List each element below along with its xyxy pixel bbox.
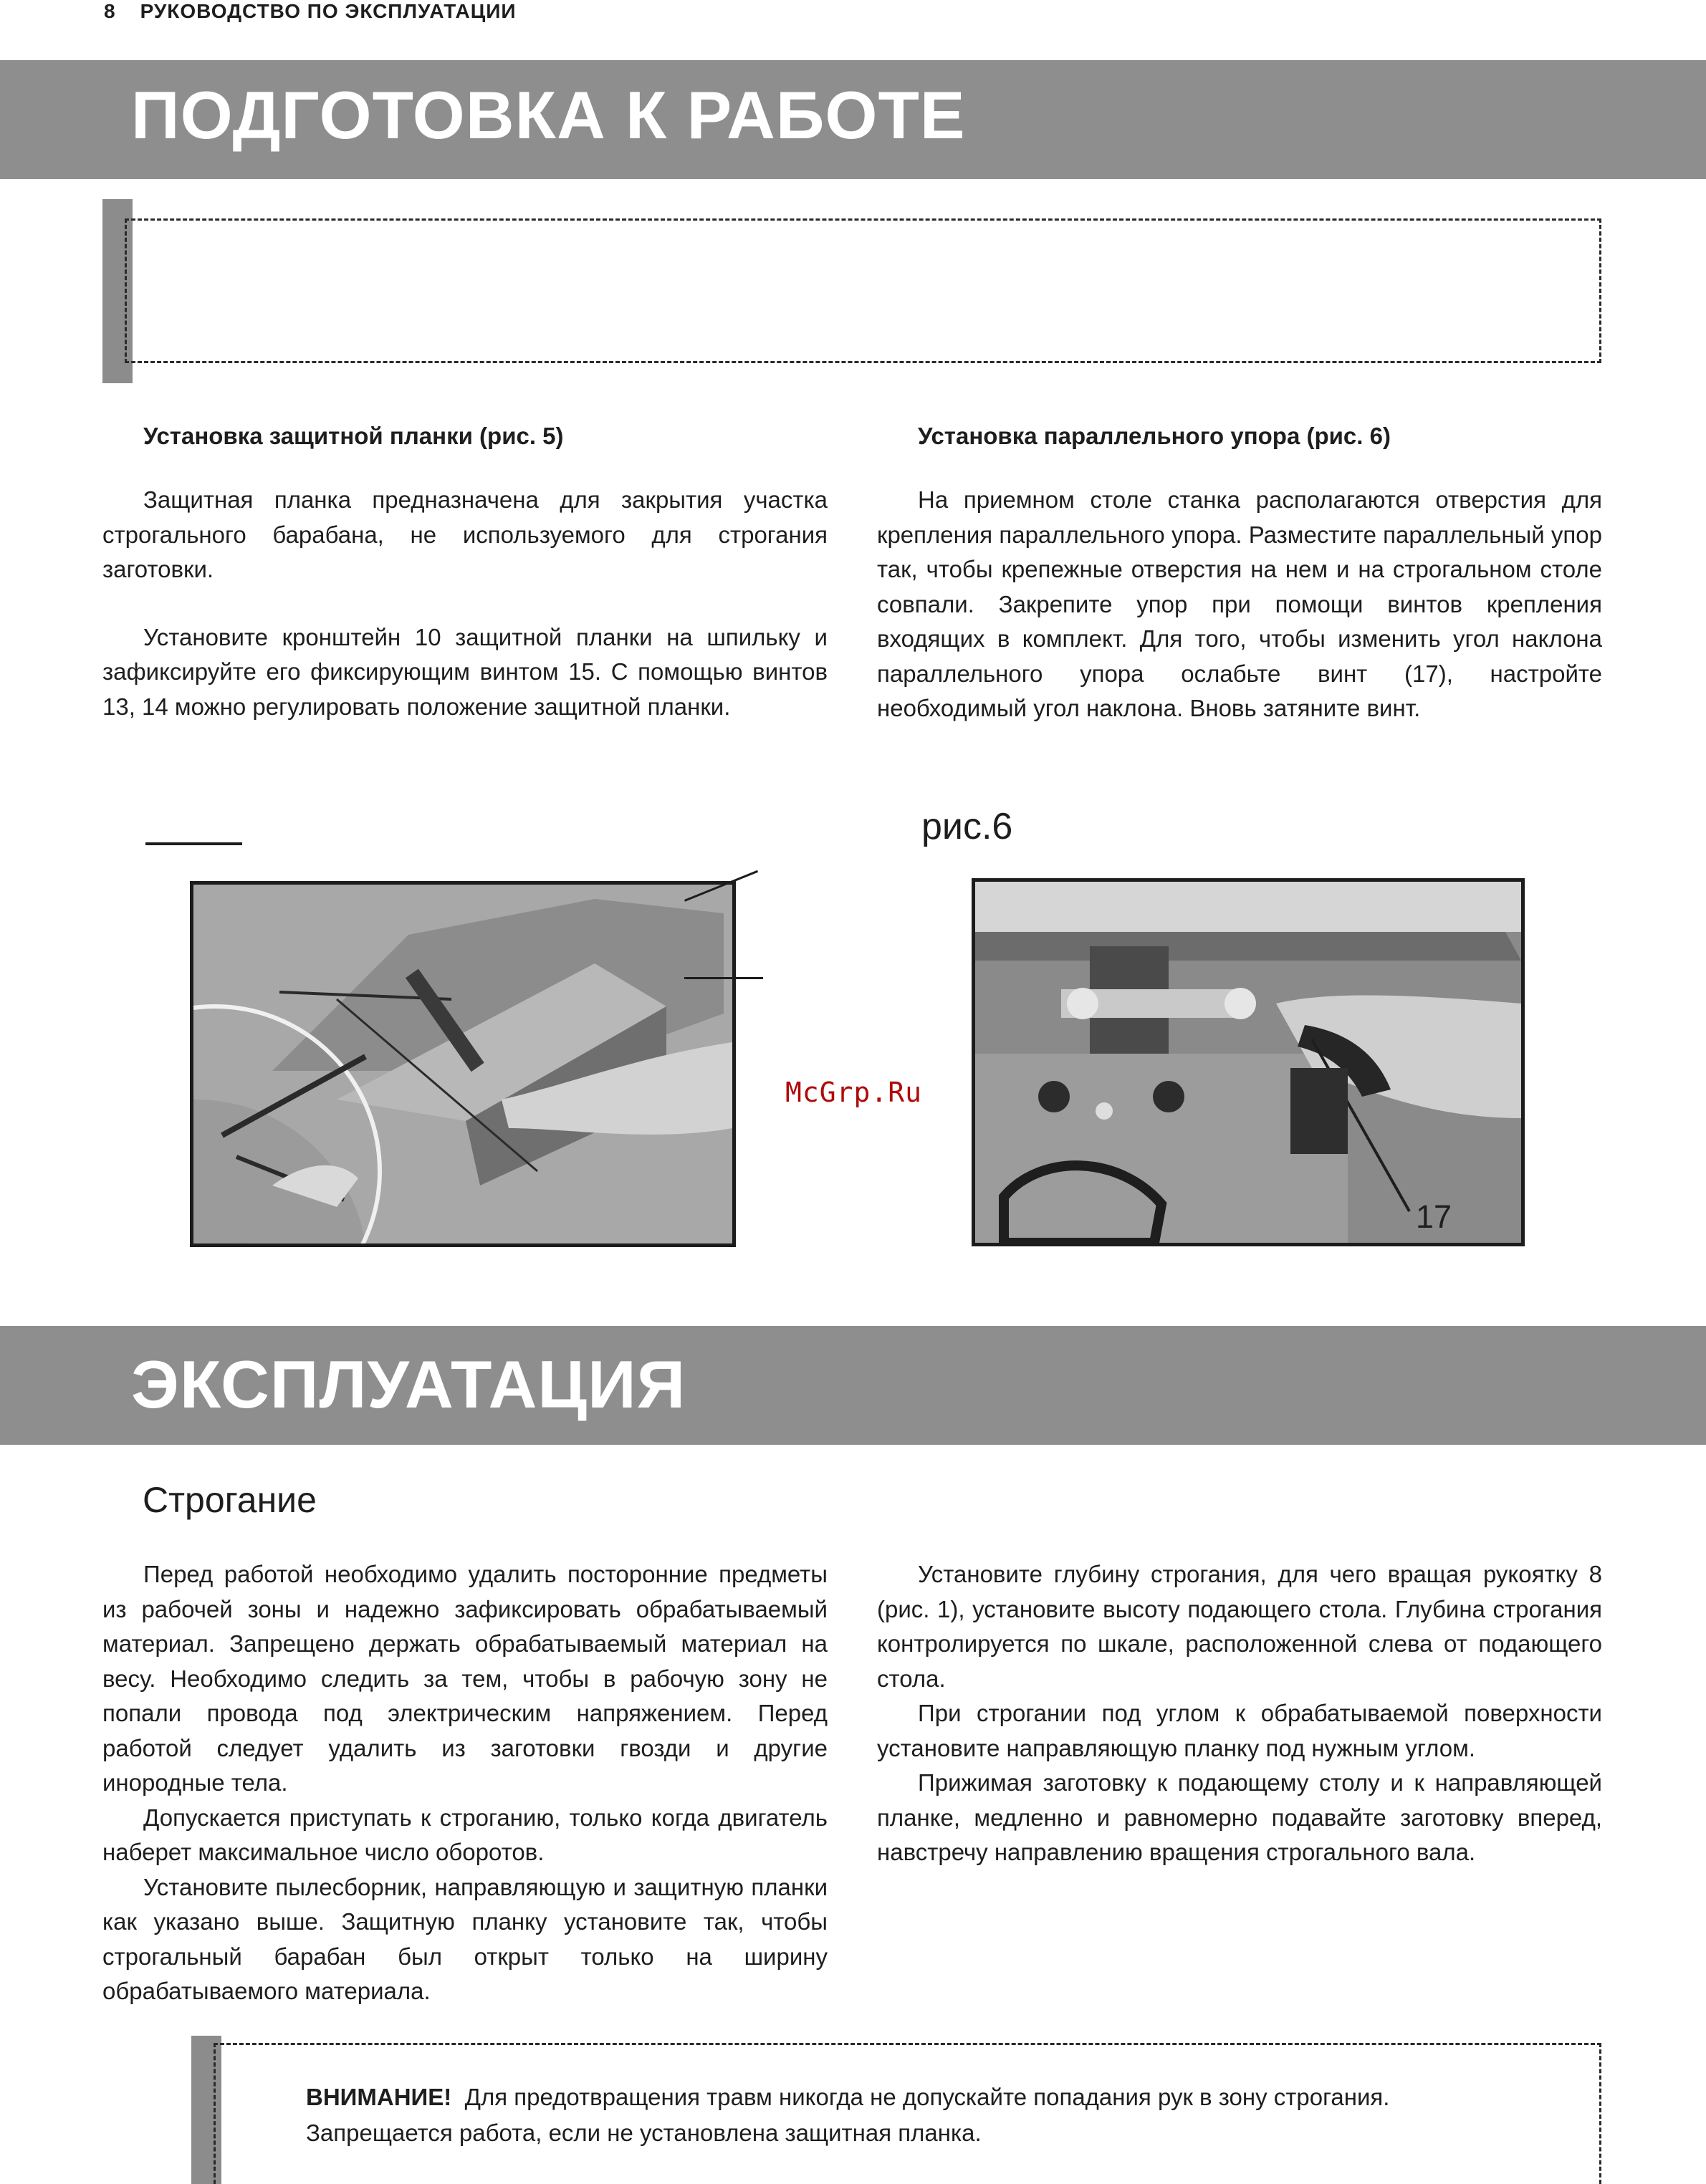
- section-banner-preparation: [0, 60, 1706, 179]
- fig6-illustration: [975, 882, 1521, 1243]
- fig5-illustration: [193, 885, 732, 1243]
- planing-paragraph: Перед работой необходимо удалить посторонние предметы из рабочей зоны и надежно зафиксировать обрабатываемый материал. Запрещено держать обрабатываемый материал на весу. Необходимо следить за тем, чтобы в рабочую зону не попали провода под электрическим напряжением. Перед работой следует удалить из заготовки гвозди и другие инородные тела.: [102, 1561, 828, 1796]
- running-header: [104, 0, 516, 23]
- fence-install-column: [877, 423, 1602, 726]
- fence-heading: Установка параллельного упора (рис. 6): [918, 423, 1391, 449]
- fig5-label-line: [145, 842, 242, 845]
- section-subtitle: Строгание: [143, 1480, 317, 1520]
- guard-paragraph: Установите кронштейн 10 защитной планки на шпильку и зафиксируйте его фиксирующим винтом 15. С помощью винтов 13, 14 можно регулировать положение защитной планки.: [102, 623, 828, 720]
- planing-paragraph: При строгании под углом к обрабатываемой поверхности установите направляющую планку под нужным углом.: [877, 1700, 1602, 1761]
- warning-line: Запрещается работа, если не установлена защитная планка.: [306, 2120, 982, 2146]
- section-title: ЭКСПЛУАТАЦИЯ: [131, 1347, 686, 1422]
- guard-heading: Установка защитной планки (рис. 5): [143, 423, 564, 449]
- warning-text: [306, 2079, 1581, 2151]
- fig6-photo: [972, 878, 1525, 1246]
- fence-paragraph: На приемном столе станка располагаются отверстия для крепления параллельного упора. Разместите параллельный упор так, чтобы крепежные отверстия на нем и на строгальном столе совпали. Закрепите упор при помощи винтов крепления входящих в комплект. Для того, чтобы изменить угол наклона параллельного упора ослабьте винт (17), настройте необходимый угол наклона. Вновь затяните винт.: [877, 486, 1602, 721]
- warning-line: Для предотвращения травм никогда не допускайте попадания рук в зону строгания.: [464, 2084, 1390, 2110]
- planing-right-column: [877, 1557, 1602, 1870]
- planing-left-column: [102, 1557, 828, 2009]
- section-banner-operation: [0, 1326, 1706, 1445]
- fig6-callout-number: 17: [1416, 1198, 1452, 1235]
- planing-paragraph: Установите глубину строгания, для чего вращая рукоятку 8 (рис. 1), установите высоту подающего стола. Глубина строгания контролируется по шкале, расположенной слева от подающего стола.: [877, 1561, 1602, 1692]
- running-title: РУКОВОДСТВО ПО ЭКСПЛУАТАЦИИ: [140, 0, 517, 22]
- guard-paragraph: Защитная планка предназначена для закрытия участка строгального барабана, не используемого для строгания заготовки.: [102, 486, 828, 582]
- page-number: 8: [104, 0, 116, 22]
- fig6-label: рис.6: [921, 806, 1013, 847]
- warning-box: [214, 2043, 1601, 2184]
- fig5-leader-line: [684, 977, 763, 979]
- note-box-empty: [125, 218, 1601, 363]
- fig5-photo: [190, 881, 736, 1247]
- warning-label: ВНИМАНИЕ!: [306, 2084, 452, 2110]
- planing-paragraph: Прижимая заготовку к подающему столу и к направляющей планке, медленно и равномерно подавайте заготовку вперед, навстречу направлению вращения строгального вала.: [877, 1769, 1602, 1865]
- planing-paragraph: Установите пылесборник, направляющую и защитную планки как указано выше. Защитную планку установите так, чтобы строгальный барабан был открыт только на ширину обрабатываемого материала.: [102, 1873, 828, 2004]
- watermark: McGrp.Ru: [785, 1077, 923, 1108]
- section-title: ПОДГОТОВКА К РАБОТЕ: [131, 77, 966, 153]
- planing-paragraph: Допускается приступать к строганию, только когда двигатель наберет максимальное число оборотов.: [102, 1804, 828, 1865]
- guard-install-column: [102, 423, 828, 724]
